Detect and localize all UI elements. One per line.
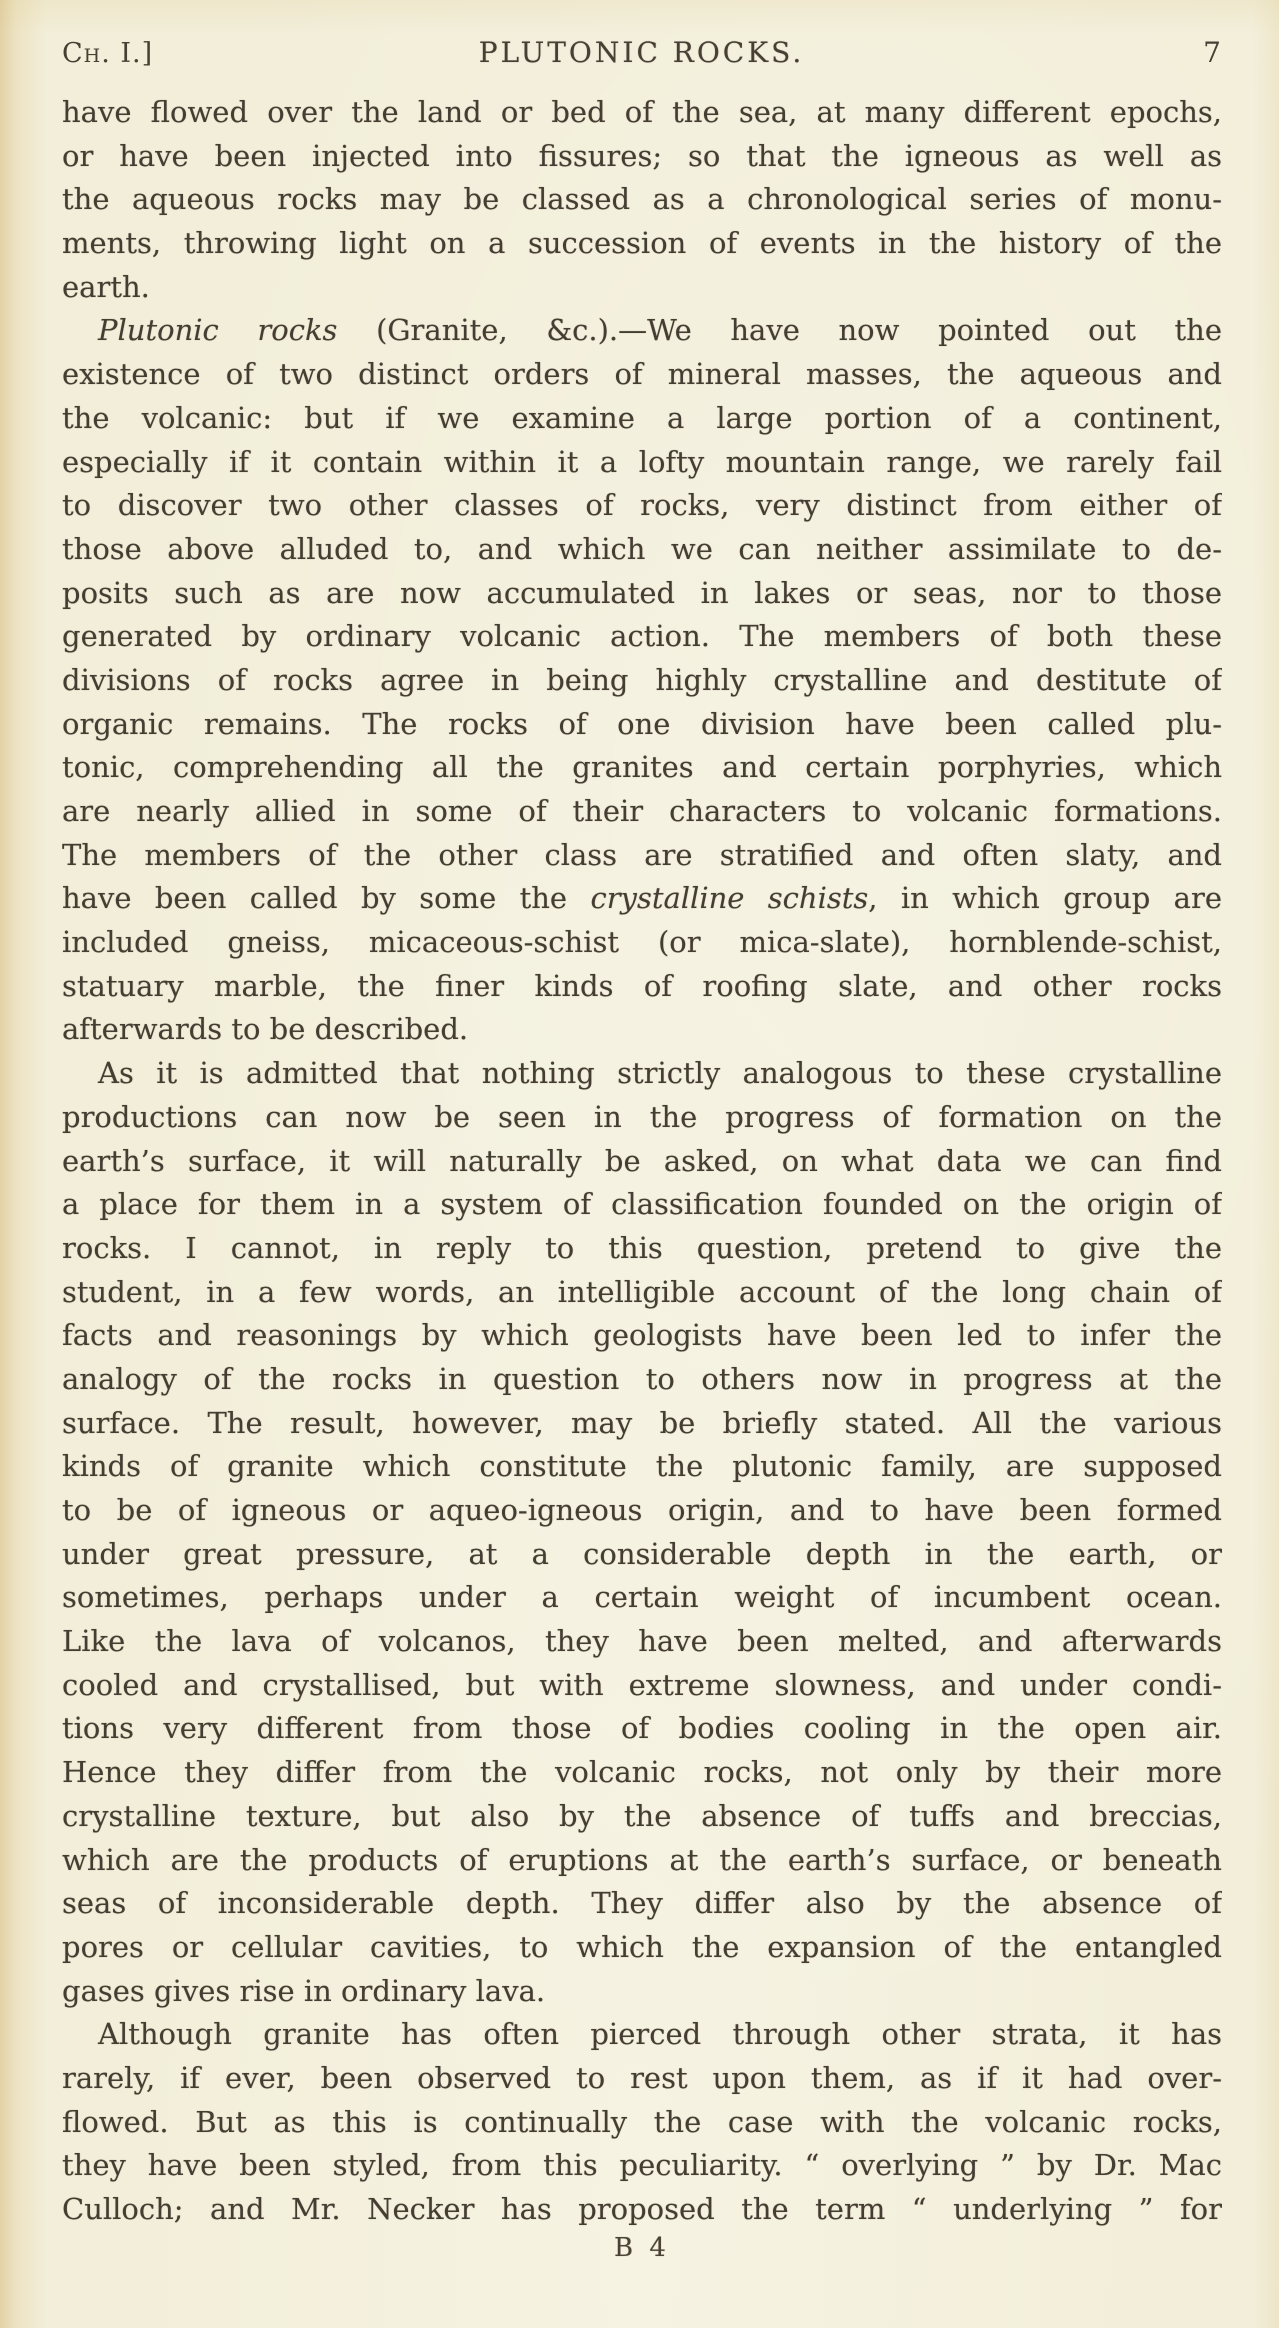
chapter-label: Ch. I.] — [62, 38, 154, 69]
body-text: especially if it contain within it a lofty mountain range, we rarely fail — [62, 444, 1222, 479]
text-line — [62, 1183, 1222, 1227]
text-line — [62, 1096, 1222, 1140]
text-line — [62, 353, 1222, 397]
body-text: generated by ordinary volcanic action. The members of both these — [62, 619, 1222, 654]
body-text: divisions of rocks agree in being highly crystalline and destitute of — [62, 662, 1222, 697]
page-header — [62, 36, 1221, 72]
body-text: the aqueous rocks may be classed as a chronological series of monu- — [62, 182, 1222, 217]
text-line — [62, 659, 1222, 703]
body-text: surface. The result, however, may be briefly stated. All the various — [62, 1405, 1222, 1440]
body-text: productions can now be seen in the progress of formation on the — [62, 1099, 1222, 1134]
text-line — [62, 1882, 1222, 1926]
body-text: they have been styled, from this peculiarity. “ overlying ” by Dr. Mac — [62, 2148, 1222, 2183]
body-text: analogy of the rocks in question to others now in progress at the — [62, 1361, 1222, 1396]
text-line — [62, 1402, 1222, 1446]
text-line — [62, 266, 1222, 310]
body-text: kinds of granite which constitute the plutonic family, are supposed — [62, 1449, 1222, 1484]
text-line — [62, 703, 1222, 747]
text-line — [62, 2057, 1222, 2101]
text-line — [62, 441, 1222, 485]
signature-mark: B 4 — [614, 2233, 670, 2263]
text-line — [62, 178, 1222, 222]
text-line — [62, 1926, 1222, 1970]
body-text: under great pressure, at a considerable depth in the earth, or — [62, 1536, 1222, 1571]
text-line — [62, 1970, 1222, 2014]
body-text: a place for them in a system of classification founded on the origin of — [62, 1187, 1222, 1222]
body-text: rarely, if ever, been observed to rest upon them, as if it had over- — [62, 2060, 1222, 2095]
body-text: to be of igneous or aqueo-igneous origin, and to have been formed — [62, 1493, 1222, 1527]
text-line — [62, 2188, 1222, 2232]
body-text: tions very different from those of bodies cooling in the open air. — [62, 1711, 1222, 1746]
text-line — [62, 1795, 1222, 1839]
body-text: As it is admitted that nothing strictly analogous to these crystalline — [98, 1056, 1222, 1091]
body-text: sometimes, perhaps under a certain weight of incumbent ocean. — [62, 1580, 1222, 1615]
text-line — [62, 1271, 1222, 1315]
text-line — [62, 484, 1222, 528]
body-text: or have been injected into fissures; so that the igneous as well as — [62, 138, 1222, 173]
page-number: 7 — [1203, 36, 1221, 69]
body-text: crystalline texture, but also by the absence of tuffs and breccias, — [62, 1798, 1222, 1833]
text-line — [62, 1358, 1222, 1402]
text-line — [62, 1576, 1222, 1620]
body-text: pores or cellular cavities, to which the expansion of the entangled — [62, 1929, 1222, 1964]
text-line — [62, 1227, 1222, 1271]
body-text: statuary marble, the finer kinds of roofing slate, and other rocks — [62, 968, 1222, 1003]
body-text: organic remains. The rocks of one division have been called plu- — [62, 706, 1222, 741]
text-block — [62, 91, 1222, 2232]
text-line — [62, 309, 1222, 353]
paragraph — [62, 91, 1222, 309]
body-text: have been called by some the — [62, 881, 591, 916]
text-line — [62, 877, 1222, 921]
page-title: PLUTONIC ROCKS. — [478, 36, 805, 69]
text-line — [62, 1445, 1222, 1489]
italic-text: Plutonic rocks — [98, 313, 338, 348]
body-text: gases gives rise in ordinary lava. — [62, 1973, 546, 2008]
paragraph — [62, 2013, 1222, 2231]
text-line — [62, 135, 1222, 179]
text-line — [62, 1008, 1222, 1052]
text-line — [62, 1314, 1222, 1358]
italic-text: crystalline schists — [590, 881, 869, 916]
body-text: earth’s surface, it will naturally be asked, on what data we can find — [62, 1143, 1222, 1178]
text-line — [62, 1707, 1222, 1751]
body-text: seas of inconsiderable depth. They differ also by the absence of — [62, 1886, 1222, 1921]
body-text: included gneiss, micaceous-schist (or mica-slate), hornblende-schist, — [62, 925, 1222, 960]
paragraph — [62, 309, 1222, 1052]
body-text: The members of the other class are stratified and often slaty, and — [62, 837, 1222, 872]
text-line — [62, 2013, 1222, 2057]
body-text: earth. — [62, 269, 150, 304]
text-line — [62, 572, 1222, 616]
text-line — [62, 528, 1222, 572]
text-line — [62, 1533, 1222, 1577]
text-line — [62, 2144, 1222, 2188]
body-text: the volcanic: but if we examine a large portion of a continent, — [62, 400, 1222, 435]
text-line — [62, 1839, 1222, 1883]
body-text: are nearly allied in some of their characters to volcanic formations. — [62, 794, 1222, 828]
body-text: afterwards to be described. — [62, 1012, 469, 1047]
text-line — [62, 91, 1222, 135]
body-text: student, in a few words, an intelligible account of the long chain of — [62, 1274, 1222, 1309]
text-line — [62, 1620, 1222, 1664]
text-line — [62, 2101, 1222, 2145]
body-text: (Granite, &c.).—We have now pointed out the — [337, 313, 1222, 348]
body-text: rocks. I cannot, in reply to this question, pretend to give the — [62, 1230, 1222, 1265]
body-text: Culloch; and Mr. Necker has proposed the term “ underlying ” for — [62, 2192, 1222, 2226]
text-line — [62, 965, 1222, 1009]
body-text: to discover two other classes of rocks, very distinct from either of — [62, 488, 1222, 523]
body-text: cooled and crystallised, but with extreme slowness, and under condi- — [62, 1667, 1222, 1702]
text-line — [62, 834, 1222, 878]
body-text: which are the products of eruptions at the earth’s surface, or beneath — [62, 1842, 1222, 1877]
body-text: posits such as are now accumulated in lakes or seas, nor to those — [62, 575, 1222, 610]
text-line — [62, 790, 1222, 834]
body-text: have flowed over the land or bed of the sea, at many different epochs, — [62, 95, 1222, 129]
text-line — [62, 1140, 1222, 1184]
text-line — [62, 1751, 1222, 1795]
body-text: those above alluded to, and which we can neither assimilate to de- — [62, 531, 1222, 566]
text-line — [62, 1052, 1222, 1096]
paragraph — [62, 1052, 1222, 2013]
body-text: facts and reasonings by which geologists have been led to infer the — [62, 1318, 1222, 1353]
text-line — [62, 615, 1222, 659]
body-text: flowed. But as this is continually the case with the volcanic rocks, — [62, 2104, 1222, 2139]
text-line — [62, 1489, 1222, 1533]
body-text: tonic, comprehending all the granites and certain porphyries, which — [62, 750, 1222, 785]
text-line — [62, 397, 1222, 441]
body-text: Although granite has often pierced through other strata, it has — [98, 2017, 1222, 2052]
text-line — [62, 1664, 1222, 1708]
text-line — [62, 921, 1222, 965]
body-text: ments, throwing light on a succession of events in the history of the — [62, 226, 1222, 261]
body-text: Hence they differ from the volcanic rocks, not only by their more — [62, 1755, 1222, 1790]
text-line — [62, 746, 1222, 790]
body-text: Like the lava of volcanos, they have been melted, and afterwards — [62, 1624, 1222, 1659]
body-text: existence of two distinct orders of mineral masses, the aqueous and — [62, 357, 1222, 392]
text-line — [62, 222, 1222, 266]
body-text: , in which group are — [868, 881, 1222, 916]
